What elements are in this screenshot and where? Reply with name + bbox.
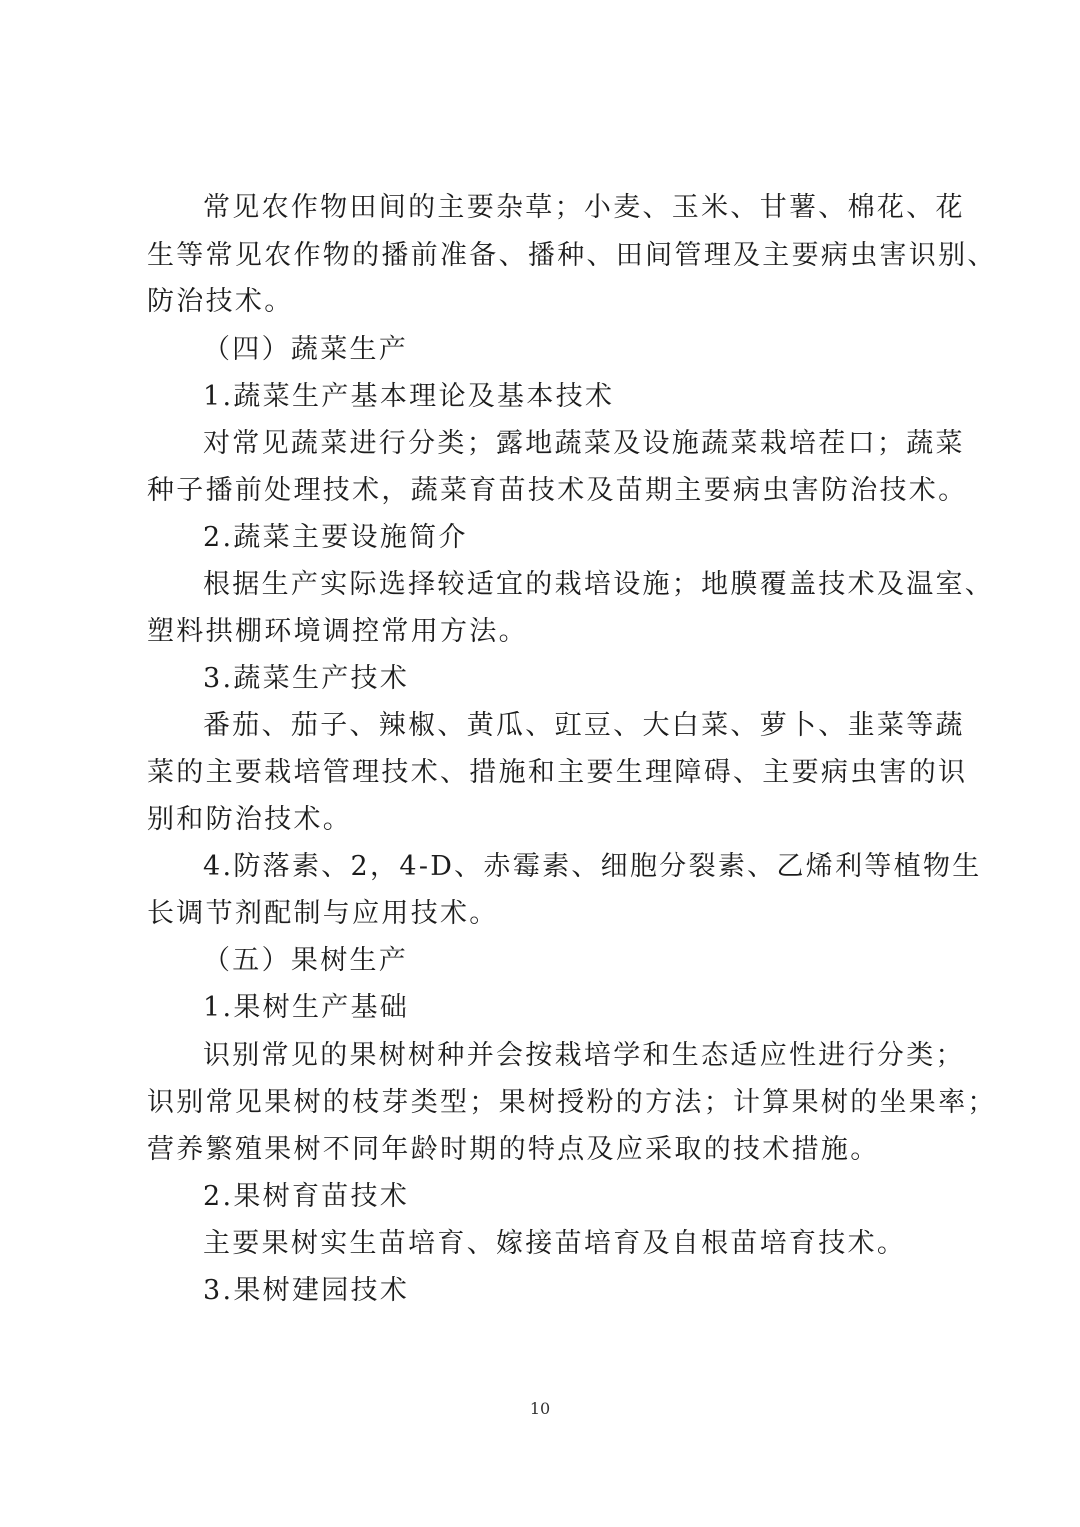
- section-heading: （四）蔬菜生产: [203, 334, 409, 365]
- text-line: 识别常见果树的枝芽类型；果树授粉的方法；计算果树的坐果率；: [147, 1087, 997, 1118]
- section-heading: （五）果树生产: [203, 945, 409, 976]
- text-line: 主要果树实生苗培育、嫁接苗培育及自根苗培育技术。: [203, 1228, 907, 1259]
- text-line: 对常见蔬菜进行分类；露地蔬菜及设施蔬菜栽培茬口；蔬菜: [203, 428, 965, 459]
- text-line: 菜的主要栽培管理技术、措施和主要生理障碍、主要病虫害的识: [147, 757, 968, 788]
- subsection-heading: 3.蔬菜生产技术: [203, 663, 410, 694]
- text-line: 塑料拱棚环境调控常用方法。: [147, 616, 528, 647]
- text-line: 4.防落素、2，4-D、赤霉素、细胞分裂素、乙烯利等植物生: [203, 851, 982, 882]
- text-line: 常见农作物田间的主要杂草；小麦、玉米、甘薯、棉花、花: [203, 192, 965, 223]
- subsection-heading: 2.果树育苗技术: [203, 1181, 410, 1212]
- text-line: 种子播前处理技术，蔬菜育苗技术及苗期主要病虫害防治技术。: [147, 475, 968, 506]
- page-number: 10: [529, 1399, 551, 1418]
- text-line: 营养繁殖果树不同年龄时期的特点及应采取的技术措施。: [147, 1134, 880, 1165]
- text-line: 番茄、茄子、辣椒、黄瓜、豇豆、大白菜、萝卜、韭菜等蔬: [203, 710, 965, 741]
- subsection-heading: 2.蔬菜主要设施简介: [203, 522, 468, 553]
- text-line: 生等常见农作物的播前准备、播种、田间管理及主要病虫害识别、: [147, 240, 997, 271]
- subsection-heading: 1.果树生产基础: [203, 992, 410, 1023]
- subsection-heading: 1.蔬菜生产基本理论及基本技术: [203, 381, 615, 412]
- text-line: 防治技术。: [147, 286, 294, 317]
- subsection-heading: 3.果树建园技术: [203, 1275, 410, 1306]
- text-line: 根据生产实际选择较适宜的栽培设施；地膜覆盖技术及温室、: [203, 569, 995, 600]
- text-line: 识别常见的果树树种并会按栽培学和生态适应性进行分类；: [203, 1040, 965, 1071]
- text-line: 别和防治技术。: [147, 804, 353, 835]
- text-line: 长调节剂配制与应用技术。: [147, 898, 499, 929]
